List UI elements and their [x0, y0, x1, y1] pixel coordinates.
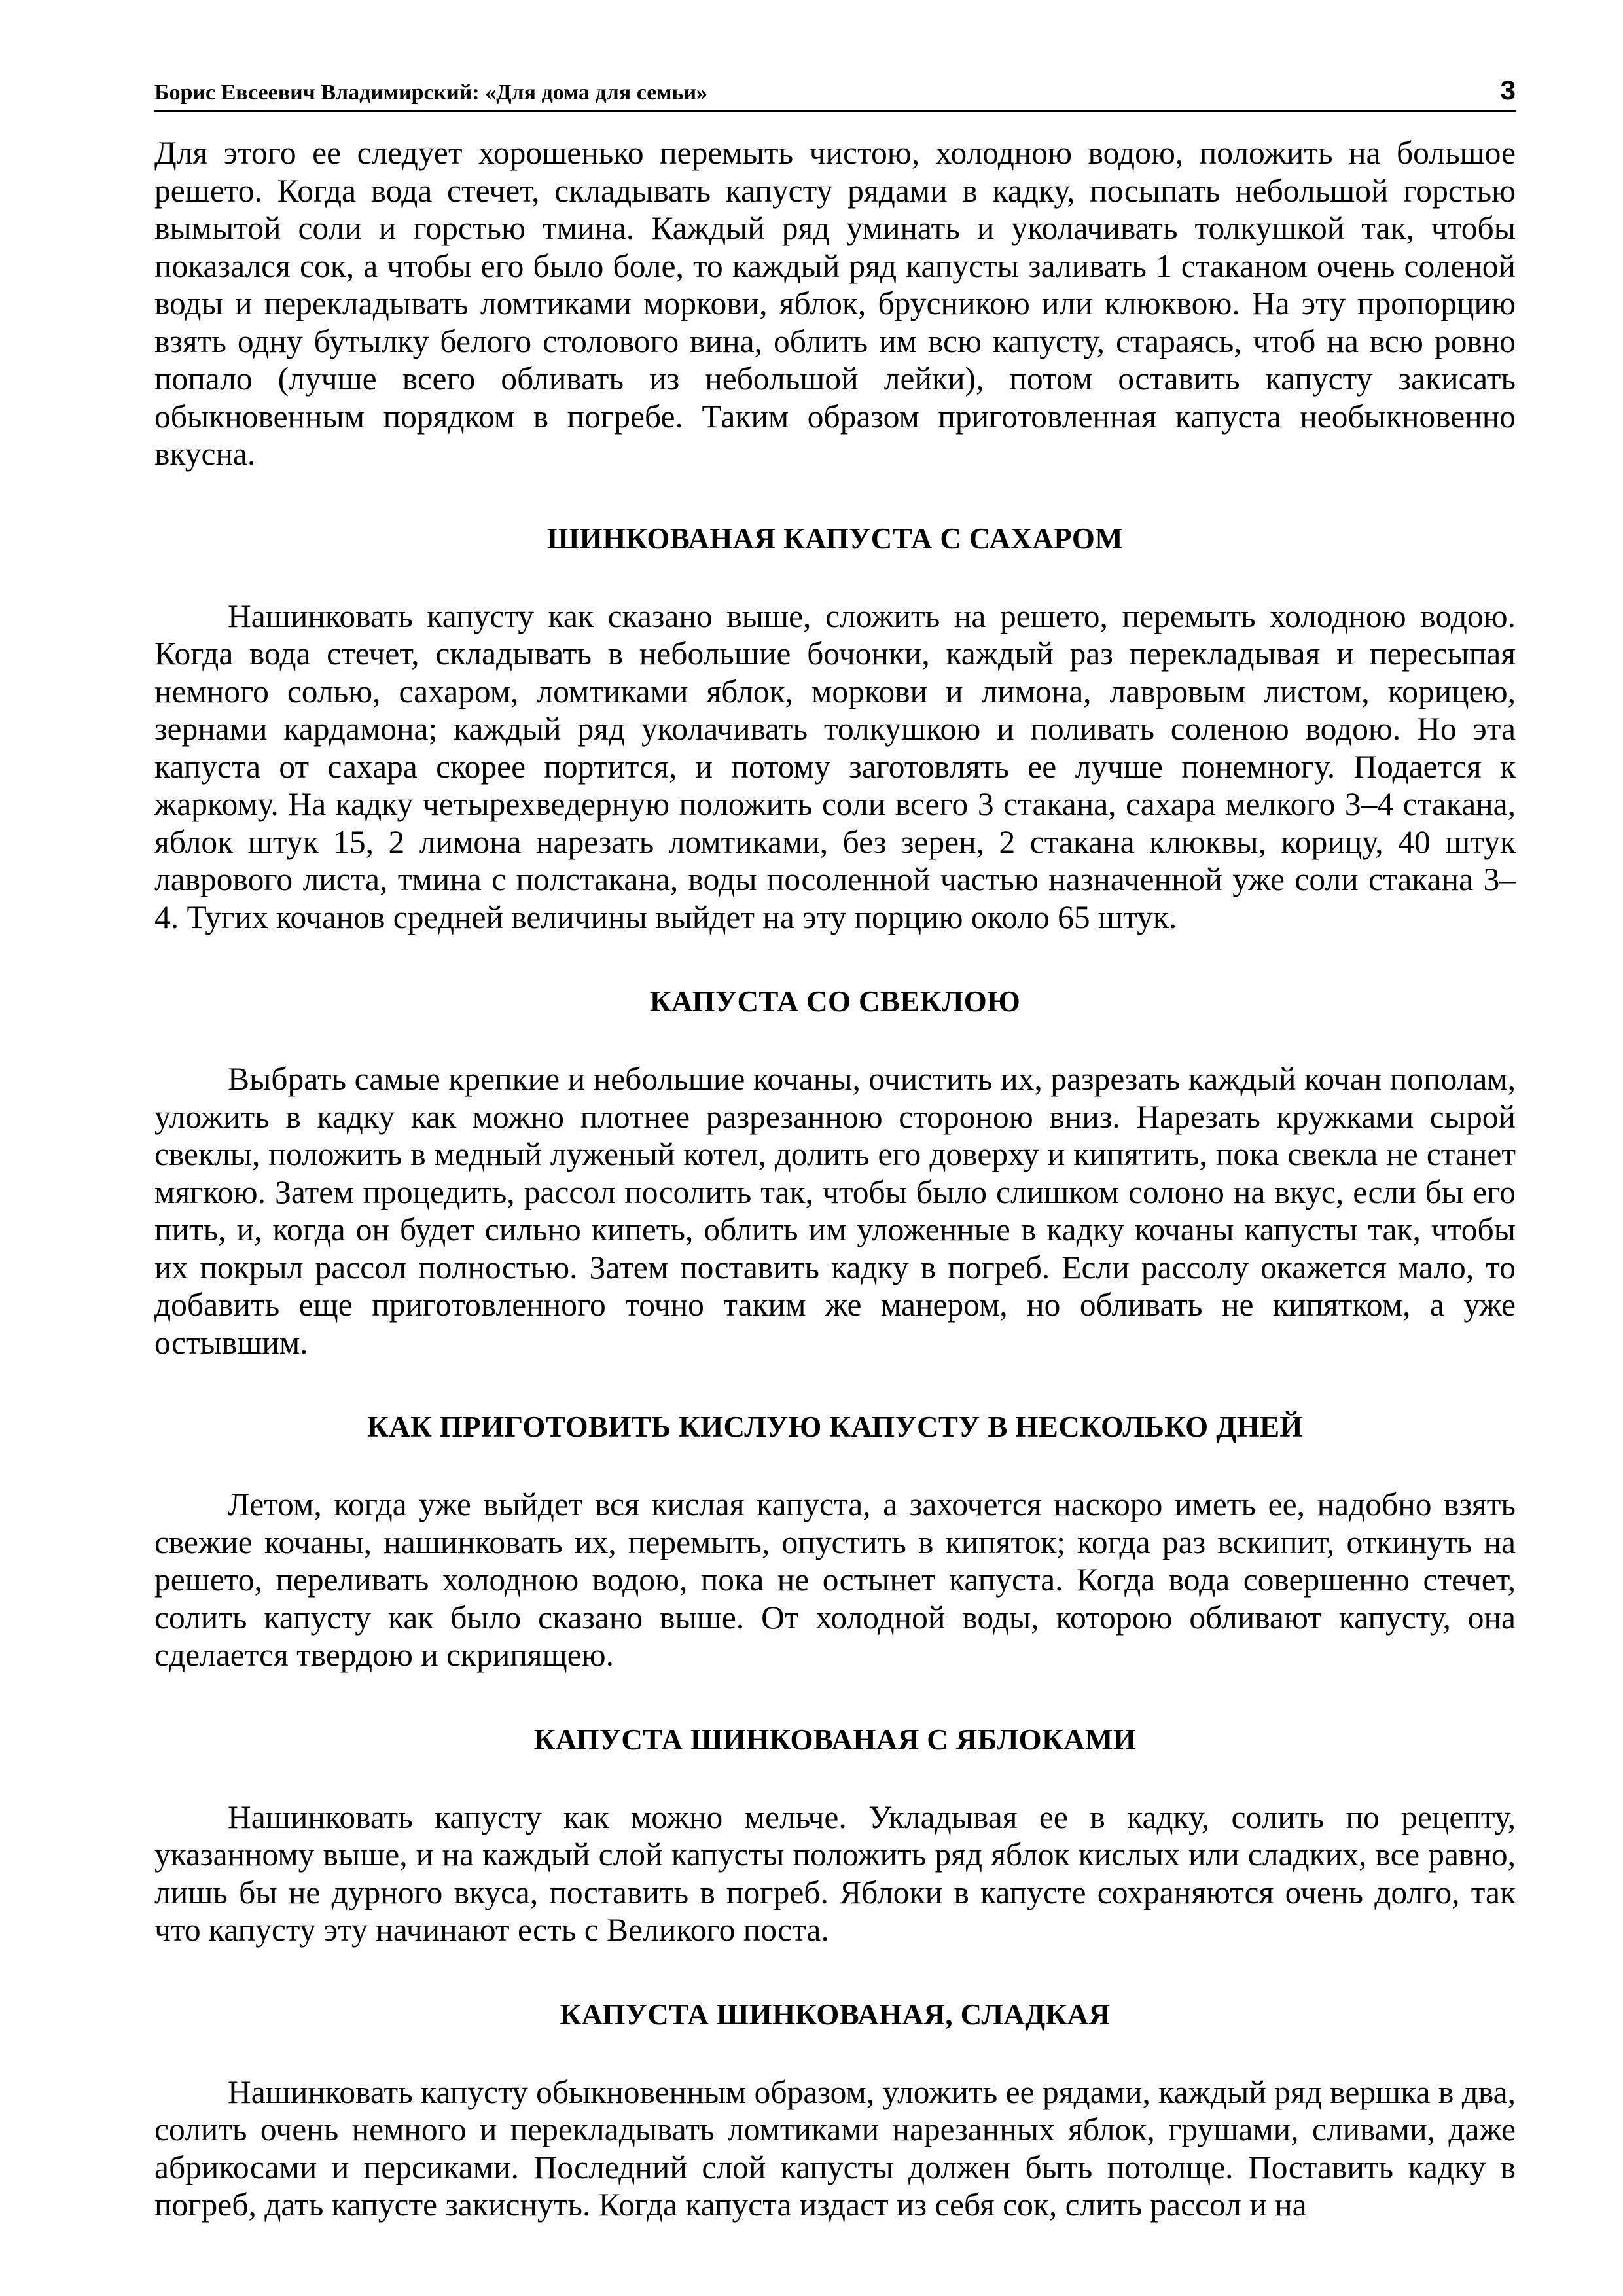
running-header-title: Борис Евсеевич Владимирский: «Для дома для семьи» [154, 81, 708, 105]
body-text [154, 134, 1516, 2224]
heading-cabbage-apples: КАПУСТА ШИНКОВАНАЯ С ЯБЛОКАМИ [533, 1723, 1137, 1756]
heading-shredded-cabbage-sugar: ШИНКОВАНАЯ КАПУСТА С САХАРОМ [546, 522, 1124, 555]
paragraph-cabbage-apples: Нашинковать капусту как можно мельче. Укладывая ее в кадку, солить по рецепту, указанному выше, и на каждый слой капусты положить ряд яблок кислых или сладких, все равно, лишь бы не дурного вкуса, поставить в погреб. Яблоки в капусте сохраняются очень долго, так что капусту эту начинают есть с Великого поста. [154, 1799, 1516, 1948]
paragraph-continued: Для этого ее следует хорошенько перемыть чистою, холодною водою, положить на большое решето. Когда вода стечет, складывать капусту рядами в кадку, посыпать небольшой горстью вымытой соли и горстью тмина. Каждый ряд уминать и уколачивать толкушкой так, чтобы показался сок, а чтобы его было боле, то каждый ряд капусты заливать 1 стаканом очень соленой воды и перекладывать ломтиками моркови, яблок, брусникою или клюквою. На эту пропорцию взять одну бутылку белого столового вина, облить им всю капусту, стараясь, чтоб на всю ровно попало (лучше всего обливать из небольшой лейки), потом оставить капусту закисать обыкновенным порядком в погребе. Таким образом приготовленная капуста необыкновенно вкусна. [154, 135, 1516, 472]
paragraph-sweet-cabbage: Нашинковать капусту обыкновенным образом, уложить ее рядами, каждый ряд вершка в два, солить очень немного и перекладывать ломтиками нарезанных яблок, грушами, сливами, даже абрикосами и персиками. Последний слой капусты должен быть потолще. Поставить кадку в погреб, дать капусте закиснуть. Когда капуста издаст из себя сок, слить рассол и на [154, 2073, 1516, 2223]
running-header [154, 73, 1516, 112]
page-number: 3 [1500, 75, 1516, 105]
paragraph-cabbage-beet: Выбрать самые крепкие и небольшие кочаны, очистить их, разрезать каждый кочан пополам, уложить в кадку как можно плотнее разрезанною стороною вниз. Нарезать кружками сырой свеклы, положить в медный луженый котел, долить его доверху и кипятить, пока свекла не станет мягкою. Затем процедить, рассол посолить так, чтобы было слишком солоно на вкус, если бы его пить, и, когда он будет сильно кипеть, облить им уложенные в кадку кочаны капусты так, чтобы их покрыл рассол полностью. Затем поставить кадку в погреб. Если рассолу окажется мало, то добавить еще приготовленного точно таким же манером, но обливать не кипятком, а уже остывшим. [154, 1061, 1516, 1361]
heading-sweet-cabbage: КАПУСТА ШИНКОВАНАЯ, СЛАДКАЯ [560, 1998, 1111, 2031]
heading-cabbage-beet: КАПУСТА СО СВЕКЛОЮ [649, 985, 1021, 1018]
heading-quick-sour-cabbage: КАК ПРИГОТОВИТЬ КИСЛУЮ КАПУСТУ В НЕСКОЛЬКО ДНЕЙ [367, 1410, 1303, 1443]
paragraph-shredded-cabbage-sugar: Нашинковать капусту как сказано выше, сложить на решето, перемыть холодною водою. Когда вода стечет, складывать в небольшие бочонки, каждый раз перекладывая и пересыпая немного солью, сахаром, ломтиками яблок, моркови и лимона, лавровым листом, корицею, зернами кардамона; каждый ряд уколачивать толкушкою и поливать соленою водою. Но эта капуста от сахара скорее портится, и потому заготовлять ее лучше понемногу. Подается к жаркому. На кадку четырехведерную положить соли всего 3 стакана, сахара мелкого 3–4 стакана, яблок штук 15, 2 лимона нарезать ломтиками, без зерен, 2 стакана клюквы, корицу, 40 штук лаврового листа, тмина с полстакана, воды посоленной частью назначенной уже соли стакана 3–4. Тугих кочанов средней величины выйдет на эту порцию около 65 штук. [154, 598, 1516, 935]
paragraph-quick-sour-cabbage: Летом, когда уже выйдет вся кислая капуста, а захочется наскоро иметь ее, надобно взять свежие кочаны, нашинковать их, перемыть, опустить в кипяток; когда раз вскипит, откинуть на решето, переливать холодною водою, пока не остынет капуста. Когда вода совершенно стечет, солить капусту как было сказано выше. От холодной воды, которою обливают капусту, она сделается твердою и скрипящею. [154, 1486, 1516, 1673]
